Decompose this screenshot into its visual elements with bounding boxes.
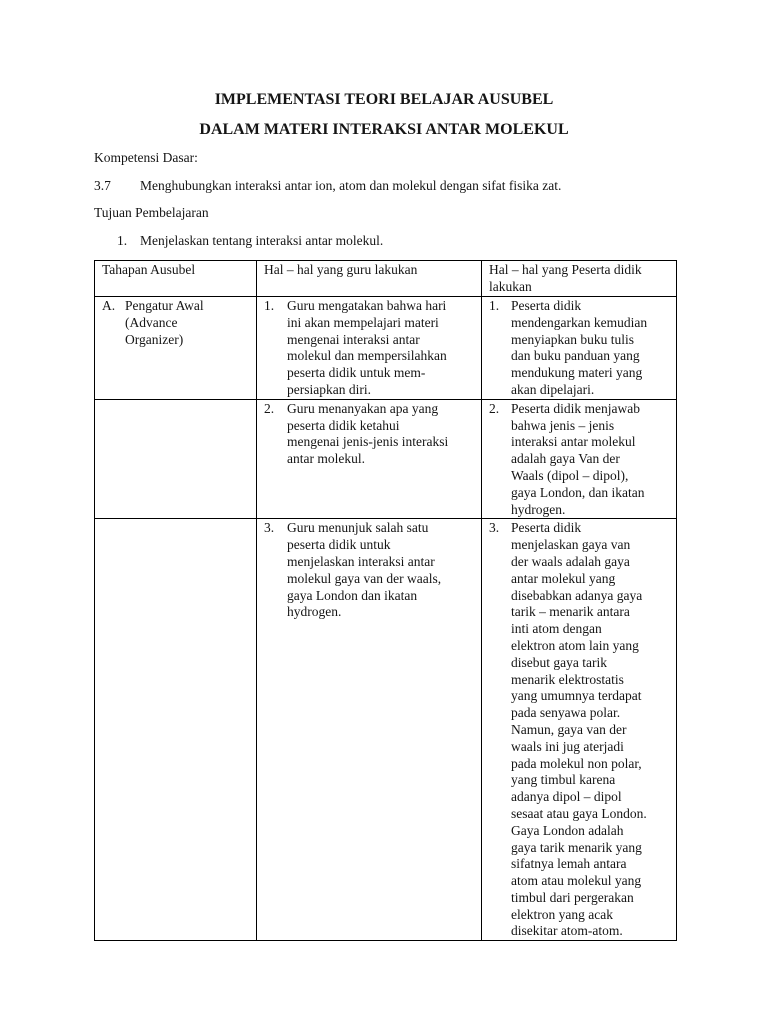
table-row	[95, 519, 677, 941]
tujuan-text: Menjelaskan tentang interaksi antar molekul.	[140, 233, 384, 248]
stage-cell	[95, 297, 257, 400]
tujuan-number: 1.	[117, 233, 128, 248]
peserta-step-text: Peserta didik menjelaskan gaya van der waals adalah gaya antar molekul yang disebabkan adanya gaya tarik – menarik antara inti atom dengan elektron atom lain yang disebut gaya tarik menarik elektrostatis yang umumnya terdapat pada senyawa polar. Namun, gaya van der waals ini jug aterjadi pada molekul non polar, yang timbul karena adanya dipol – dipol sesaat atau gaya London. Gaya London adalah gaya tarik menarik yang sifatnya lemah antara atom atau molekul yang timbul dari pergerakan elektron yang acak disekitar atom-atom.	[511, 520, 647, 939]
peserta-step-text: Peserta didik mendengarkan kemudian menyiapkan buku tulis dan buku panduan yang mendukung materi yang akan dipelajari.	[511, 298, 648, 397]
stage-cell-empty	[95, 519, 257, 941]
header-guru-text: Hal – hal yang guru lakukan	[264, 262, 418, 277]
guru-cell	[257, 297, 482, 400]
header-tahapan-text: Tahapan Ausubel	[102, 262, 196, 277]
document-title-line-2: DALAM MATERI INTERAKSI ANTAR MOLEKUL	[199, 121, 569, 138]
peserta-step-number: 1.	[489, 298, 500, 313]
guru-step-text: Guru menunjuk salah satu peserta didik untuk menjelaskan interaksi antar molekul gaya van der waals, gaya London dan ikatan hydrogen.	[287, 520, 442, 620]
peserta-cell	[482, 519, 677, 941]
header-peserta-text: Hal – hal yang Peserta didik lakukan	[489, 262, 642, 294]
peserta-cell	[482, 399, 677, 519]
guru-step-number: 3.	[264, 520, 275, 536]
stage-item	[102, 298, 252, 348]
header-guru	[257, 261, 482, 297]
guru-cell	[257, 399, 482, 519]
guru-cell	[257, 519, 482, 941]
peserta-cell	[482, 297, 677, 400]
document-title-line-1: IMPLEMENTASI TEORI BELAJAR AUSUBEL	[214, 91, 554, 108]
peserta-step-number: 3.	[489, 520, 500, 536]
peserta-step-number: 2.	[489, 400, 500, 416]
ausubel-steps-table	[94, 260, 677, 941]
stage-marker: A.	[102, 298, 116, 313]
guru-step-number: 2.	[264, 400, 275, 416]
table-row	[95, 297, 677, 400]
stage-text: Pengatur Awal (Advance Organizer)	[125, 298, 204, 347]
guru-step	[264, 401, 477, 468]
guru-step-text: Guru menanyakan apa yang peserta didik ketahui mengenai jenis-jenis interaksi antar molekul.	[287, 400, 449, 467]
tujuan-pembelajaran-label: Tujuan Pembelajaran	[94, 205, 209, 220]
peserta-step	[489, 401, 672, 519]
header-peserta	[482, 261, 677, 297]
peserta-step	[489, 298, 672, 399]
header-tahapan	[95, 261, 257, 297]
peserta-step	[489, 520, 672, 940]
guru-step	[264, 520, 477, 621]
kompetensi-text: Menghubungkan interaksi antar ion, atom dan molekul dengan sifat fisika zat.	[140, 178, 562, 193]
kompetensi-dasar-label: Kompetensi Dasar:	[94, 150, 198, 165]
guru-step-text: Guru mengatakan bahwa hari ini akan mempelajari materi mengenai interaksi antar molekul dan mempersilahkan peserta didik untuk mem- persiapkan diri.	[287, 298, 447, 397]
guru-step	[264, 298, 477, 399]
guru-step-number: 1.	[264, 298, 275, 313]
table-row	[95, 399, 677, 519]
kompetensi-number: 3.7	[94, 178, 111, 193]
peserta-step-text: Peserta didik menjawab bahwa jenis – jenis interaksi antar molekul adalah gaya Van der Waals (dipol – dipol), gaya London, dan ikatan hydrogen.	[511, 400, 645, 517]
stage-cell-empty	[95, 399, 257, 519]
table-header-row	[95, 261, 677, 297]
